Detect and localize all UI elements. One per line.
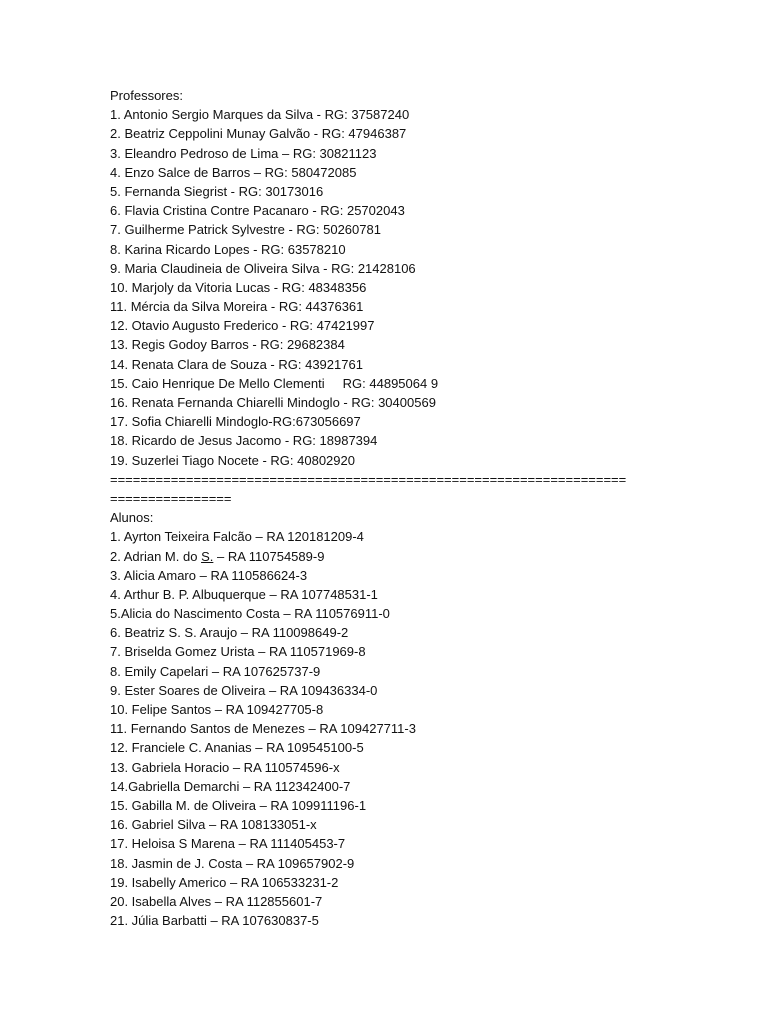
professores-heading: Professores:: [110, 88, 183, 103]
professor-item: 11. Mércia da Silva Moreira - RG: 44376361: [110, 299, 364, 315]
aluno-text: 2. Adrian M. do: [110, 548, 202, 564]
professor-item: 4. Enzo Salce de Barros – RG: 580472085: [110, 164, 357, 180]
separator-line: ====================================================================: [110, 471, 627, 487]
aluno-item: 11. Fernando Santos de Menezes – RA 109427711-3: [110, 721, 416, 737]
professor-item: 15. Caio Henrique De Mello Clementi RG: 44895064 9: [110, 375, 439, 391]
aluno-item: 14.Gabriella Demarchi – RA 112342400-7: [110, 778, 351, 794]
aluno-item: 5.Alicia do Nascimento Costa – RA 110576911-0: [110, 606, 390, 622]
professor-item: 1. Antonio Sergio Marques da Silva - RG: 37587240: [110, 107, 410, 123]
aluno-item: 9. Ester Soares de Oliveira – RA 109436334-0: [110, 682, 378, 698]
aluno-item: 7. Briselda Gomez Urista – RA 110571969-8: [110, 644, 366, 660]
professor-item: 5. Fernanda Siegrist - RG: 30173016: [110, 183, 324, 199]
professor-item: 14. Renata Clara de Souza - RG: 43921761: [110, 356, 363, 372]
aluno-text: – RA 110754589-9: [213, 548, 325, 564]
aluno-item: [110, 547, 710, 566]
aluno-item: 6. Beatriz S. S. Araujo – RA 110098649-2: [110, 625, 349, 641]
aluno-item: 20. Isabella Alves – RA 112855601-7: [110, 893, 323, 909]
document-page: [110, 86, 710, 930]
professor-item: 2. Beatriz Ceppolini Munay Galvão - RG: 47946387: [110, 126, 407, 142]
professor-item: 8. Karina Ricardo Lopes - RG: 63578210: [110, 241, 346, 257]
aluno-item: 10. Felipe Santos – RA 109427705-8: [110, 702, 324, 717]
aluno-item: 18. Jasmin de J. Costa – RA 109657902-9: [110, 855, 355, 871]
aluno-item: 13. Gabriela Horacio – RA 110574596-x: [110, 759, 340, 775]
aluno-item: 19. Isabelly Americo – RA 106533231-2: [110, 874, 339, 890]
aluno-item: 12. Franciele C. Ananias – RA 109545100-5: [110, 740, 364, 756]
professor-item: 16. Renata Fernanda Chiarelli Mindoglo - RG: 30400569: [110, 395, 436, 410]
professor-item: 10. Marjoly da Vitoria Lucas - RG: 48348356: [110, 279, 367, 295]
aluno-item: 4. Arthur B. P. Albuquerque – RA 107748531-1: [110, 586, 378, 602]
aluno-item: 17. Heloisa S Marena – RA 111405453-7: [110, 836, 346, 852]
professor-item: 9. Maria Claudineia de Oliveira Silva - RG: 21428106: [110, 260, 416, 276]
aluno-item: 21. Júlia Barbatti – RA 107630837-5: [110, 913, 319, 929]
aluno-item: 15. Gabilla M. de Oliveira – RA 109911196-1: [110, 797, 367, 813]
alunos-heading: Alunos:: [110, 510, 154, 526]
professor-item: 18. Ricardo de Jesus Jacomo - RG: 18987394: [110, 433, 378, 449]
professor-item: 6. Flavia Cristina Contre Pacanaro - RG: 25702043: [110, 203, 405, 219]
professor-item: 3. Eleandro Pedroso de Lima – RG: 30821123: [110, 145, 377, 161]
professor-item: 17. Sofia Chiarelli Mindoglo-RG:673056697: [110, 414, 361, 430]
professor-item: 12. Otavio Augusto Frederico - RG: 47421997: [110, 318, 375, 334]
aluno-item: 16. Gabriel Silva – RA 108133051-x: [110, 817, 317, 833]
professor-item: 13. Regis Godoy Barros - RG: 29682384: [110, 337, 345, 353]
aluno-underlined-text: S.: [201, 548, 214, 564]
aluno-item: 3. Alicia Amaro – RA 110586624-3: [110, 567, 308, 583]
separator-line: ================: [110, 490, 232, 506]
professor-item: 19. Suzerlei Tiago Nocete - RG: 40802920: [110, 452, 355, 468]
professor-item: 7. Guilherme Patrick Sylvestre - RG: 50260781: [110, 222, 381, 238]
aluno-item: 1. Ayrton Teixeira Falcão – RA 120181209-4: [110, 529, 364, 545]
aluno-item: 8. Emily Capelari – RA 107625737-9: [110, 663, 321, 679]
